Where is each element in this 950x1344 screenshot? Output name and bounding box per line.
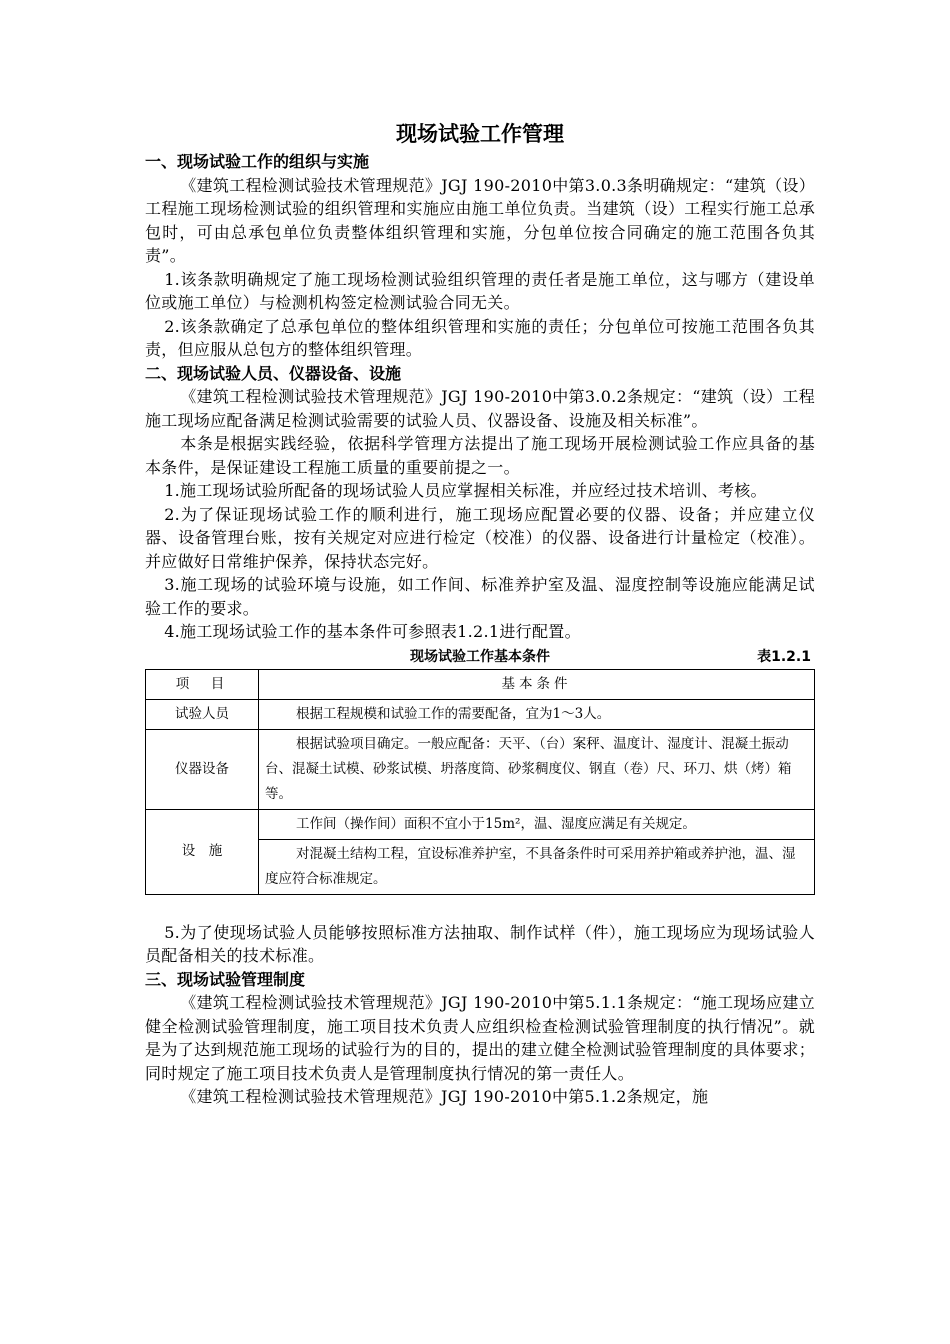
table-cell-label: 设 施 (146, 809, 259, 894)
page-title: 现场试验工作管理 (396, 122, 564, 146)
section2-paragraph-1: 《建筑工程检测试验技术管理规范》JGJ 190-2010中第3.0.2条规定：“建筑（设）工程施工现场应配备满足检测试验需要的试验人员、仪器设备、设施及相关标准”。 (145, 387, 815, 430)
section2-heading: 二、现场试验人员、仪器设备、设施 (145, 363, 402, 383)
table-cell-content: 根据工程规模和试验工作的需要配备，宜为1～3人。 (259, 699, 815, 729)
section2-item-4: 4.施工现场试验工作的基本条件可参照表1.2.1进行配置。 (164, 622, 581, 641)
table-cell-content: 对混凝土结构工程，宜设标准养护室，不具备条件时可采用养护箱或养护池，温、湿度应符合标准规定。 (259, 839, 815, 894)
section2-item-3: 3.施工现场的试验环境与设施，如工作间、标准养护室及温、湿度控制等设施应能满足试验工作的要求。 (145, 575, 815, 618)
table-row (146, 729, 815, 809)
document-page (145, 118, 815, 1109)
table-cell-content: 工作间（操作间）面积不宜小于15m²，温、湿度应满足有关规定。 (259, 809, 815, 839)
section1-item-2: 2.该条款确定了总承包单位的整体组织管理和实施的责任；分包单位可按施工范围各负其责，但应服从总包方的整体组织管理。 (145, 316, 815, 359)
section1-heading: 一、现场试验工作的组织与实施 (145, 152, 370, 171)
table-row (146, 809, 815, 839)
table-title: 现场试验工作基本条件 (410, 648, 550, 665)
section2-paragraph-2: 本条是根据实践经验，依据科学管理方法提出了施工现场开展检测试验工作应具备的基本条件，是保证建设工程施工质量的重要前提之一。 (145, 434, 815, 477)
section1-item-1: 1.该条款明确规定了施工现场检测试验组织管理的责任者是施工单位，这与哪方（建设单位或施工单位）与检测机构签定检测试验合同无关。 (145, 269, 815, 312)
table-number: 表1.2.1 (757, 648, 811, 665)
table-row (146, 699, 815, 729)
table-cell-label: 试验人员 (146, 699, 259, 729)
table-header-condition: 基本条件 (259, 669, 815, 699)
table-cell-label: 仪器设备 (146, 729, 259, 809)
table-caption (145, 645, 815, 669)
section1-paragraph: 《建筑工程检测试验技术管理规范》JGJ 190-2010中第3.0.3条明确规定：“建筑（设）工程施工现场检测试验的组织管理和实施应由施工单位负责。当建筑（设）工程实行施工总承包时，可由总承包单位负责整体组织管理和实施，分包单位按合同确定的施工范围各负其责”。 (145, 175, 815, 265)
section2-item-1: 1.施工现场试验所配备的现场试验人员应掌握相关标准，并应经过技术培训、考核。 (164, 481, 767, 500)
table-header-row (146, 669, 815, 699)
conditions-table (145, 669, 815, 895)
table-cell-content: 根据试验项目确定。一般应配备：天平、（台）案秤、温度计、湿度计、混凝土振动台、混凝土试模、砂浆试模、坍落度筒、砂浆稠度仪、钢直（卷）尺、环刀、烘（烤）箱等。 (259, 729, 815, 809)
table-header-item: 项 目 (146, 669, 259, 699)
section2-item-5: 5.为了使现场试验人员能够按照标准方法抽取、制作试样（件），施工现场应为现场试验人员配备相关的技术标准。 (145, 922, 815, 965)
section3-paragraph-2: 《建筑工程检测试验技术管理规范》JGJ 190-2010中第5.1.2条规定，施 (180, 1087, 709, 1106)
section3-paragraph-1: 《建筑工程检测试验技术管理规范》JGJ 190-2010中第5.1.1条规定：“施工现场应建立健全检测试验管理制度，施工项目技术负责人应组织检查检测试验管理制度的执行情况”。就是为了达到规范施工现场的试验行为的目的，提出的建立健全检测试验管理制度的具体要求；同时规定了施工项目技术负责人是管理制度执行情况的第一责任人。 (145, 993, 815, 1083)
section3-heading: 三、现场试验管理制度 (145, 969, 306, 989)
section2-item-2: 2.为了保证现场试验工作的顺利进行，施工现场应配置必要的仪器、设备；并应建立仪器、设备管理台账，按有关规定对应进行检定（校准）的仪器、设备进行计量检定（校准）。并应做好日常维护保养，保持状态完好。 (145, 504, 815, 571)
